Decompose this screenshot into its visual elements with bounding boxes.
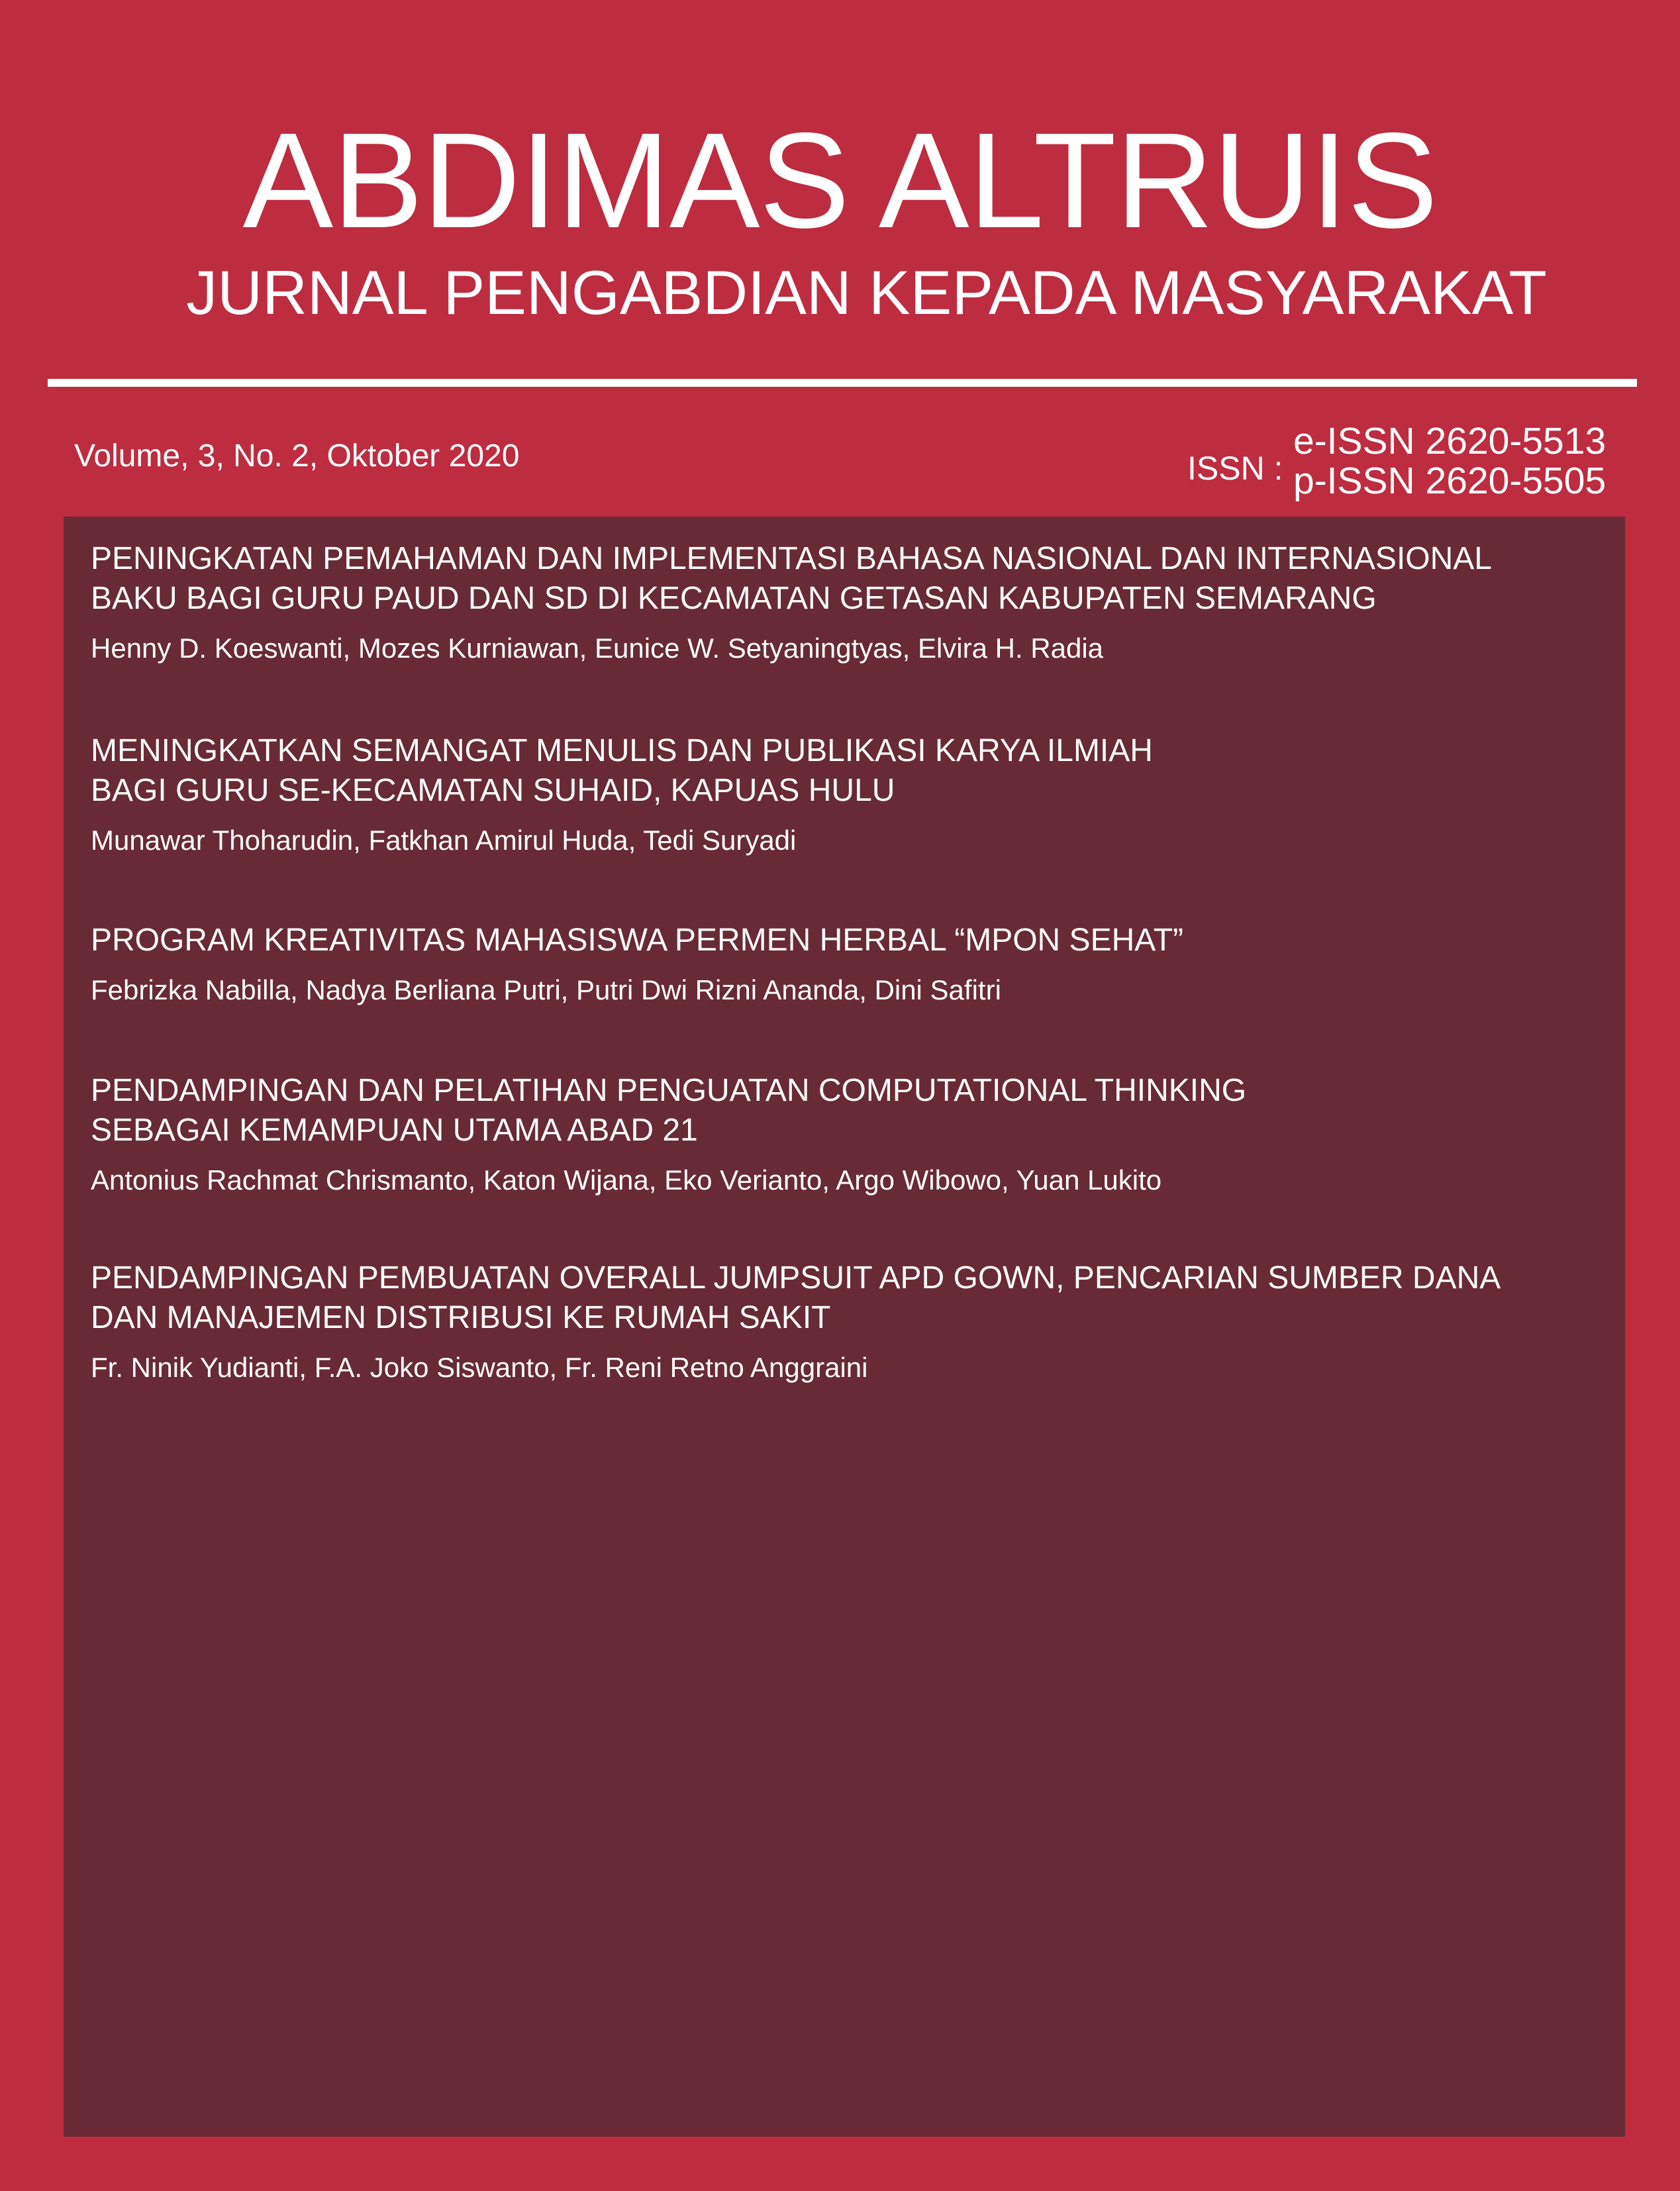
article-title-line: DAN MANAJEMEN DISTRIBUSI KE RUMAH SAKIT: [91, 1300, 831, 1335]
article-authors: Henny D. Koeswanti, Mozes Kurniawan, Eunice W. Setyaningtyas, Elvira H. Radia: [91, 633, 1104, 664]
article-entry: [91, 1071, 1246, 1197]
e-issn: e-ISSN 2620-5513: [1293, 420, 1606, 462]
article-entry: [91, 731, 1153, 857]
article-entry: [91, 921, 1183, 1007]
table-of-contents-panel: [64, 517, 1625, 2137]
article-entry: [91, 1258, 1501, 1384]
p-issn: p-ISSN 2620-5505: [1293, 460, 1606, 502]
header-divider: [48, 379, 1637, 387]
article-authors: Fr. Ninik Yudianti, F.A. Joko Siswanto, Fr. Reni Retno Anggraini: [91, 1352, 868, 1383]
article-title: [91, 539, 1492, 619]
journal-subtitle: JURNAL PENGABDIAN KEPADA MASYARAKAT: [186, 258, 1547, 327]
article-title-line: SEBAGAI KEMAMPUAN UTAMA ABAD 21: [91, 1113, 698, 1148]
article-title-line: BAKU BAGI GURU PAUD DAN SD DI KECAMATAN GETASAN KABUPATEN SEMARANG: [91, 581, 1377, 616]
article-title-line: PENDAMPINGAN DAN PELATIHAN PENGUATAN COMPUTATIONAL THINKING: [91, 1073, 1247, 1108]
article-title-line: MENINGKATKAN SEMANGAT MENULIS DAN PUBLIKASI KARYA ILMIAH: [91, 733, 1153, 768]
journal-title: ABDIMAS ALTRUIS: [242, 105, 1438, 256]
article-title: [91, 921, 1183, 960]
article-authors: Febrizka Nabilla, Nadya Berliana Putri, Putri Dwi Rizni Ananda, Dini Safitri: [91, 974, 1001, 1005]
article-title: [91, 731, 1153, 811]
article-title-line: BAGI GURU SE-KECAMATAN SUHAID, KAPUAS HULU: [91, 773, 895, 808]
article-entry: [91, 539, 1492, 665]
article-title: [91, 1071, 1246, 1150]
article-authors: Antonius Rachmat Chrismanto, Katon Wijana, Eko Verianto, Argo Wibowo, Yuan Lukito: [91, 1164, 1162, 1196]
article-title-line: PENDAMPINGAN PEMBUATAN OVERALL JUMPSUIT APD GOWN, PENCARIAN SUMBER DANA: [91, 1260, 1501, 1296]
article-title-line: PENINGKATAN PEMAHAMAN DAN IMPLEMENTASI BAHASA NASIONAL DAN INTERNASIONAL: [91, 541, 1492, 576]
article-authors: Munawar Thoharudin, Fatkhan Amirul Huda, Tedi Suryadi: [91, 825, 797, 856]
issn-values: [1293, 421, 1606, 501]
article-title-line: PROGRAM KREATIVITAS MAHASISWA PERMEN HERBAL “MPON SEHAT”: [91, 923, 1183, 958]
article-title: [91, 1258, 1501, 1338]
volume-info: Volume, 3, No. 2, Oktober 2020: [74, 438, 520, 474]
issn-label: ISSN :: [1187, 450, 1283, 487]
